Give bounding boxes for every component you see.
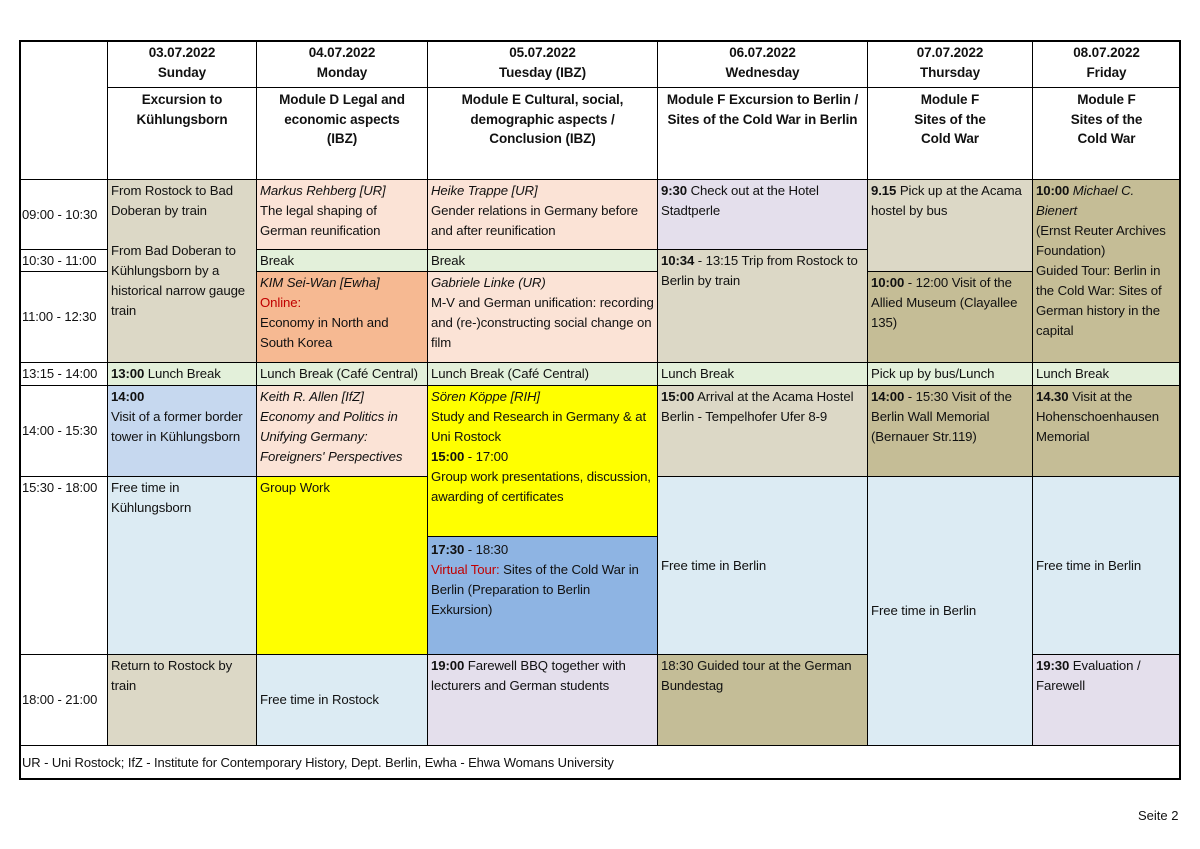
module-label: Module E Cultural, social, demographic aspects / Conclusion (IBZ) [461, 92, 624, 146]
date-label: 07.07.2022 [916, 45, 984, 60]
module-label: Excursion to Kühlungsborn [136, 92, 228, 127]
speaker: Markus Rehberg [UR] [260, 183, 386, 198]
event-text: Free time in Kühlungsborn [111, 480, 192, 515]
sunday-free-time [107, 476, 257, 655]
monday-break [256, 249, 428, 272]
event-text: Check out at the Hotel Stadtperle [661, 183, 819, 218]
wednesday-checkout [657, 179, 868, 250]
sunday-morning-travel [107, 179, 257, 363]
day-header-friday [1032, 40, 1181, 88]
event-text: Free time in Berlin [1036, 557, 1142, 573]
corner-cell [19, 40, 108, 180]
event-text: - 15:30 Visit of the Berlin Wall Memorial (Bernauer Str.119) [871, 389, 1012, 444]
date-label: 06.07.2022 [729, 45, 796, 60]
event-time: 14:00 [871, 389, 905, 404]
thursday-lunch [867, 362, 1033, 386]
event-text: Free time in Berlin [871, 603, 977, 618]
date-label: 04.07.2022 [308, 45, 376, 60]
virtual-tour-label: Virtual Tour: [431, 562, 500, 577]
event-text: Guided Tour: Berlin in the Cold War: Sites of German history in the capital [1036, 263, 1162, 338]
break-label: Break [431, 253, 465, 268]
event-text: - 12:00 Visit of the Allied Museum (Clayallee 135) [871, 275, 1018, 330]
time-slot: 09:00 - 10:30 [19, 179, 108, 250]
lunch-label: Lunch Break (Café Central) [431, 366, 589, 381]
event-time: 19:00 [431, 658, 465, 673]
day-label: Friday [1086, 64, 1127, 80]
organisation: (Ernst Reuter Archives Foundation) [1036, 223, 1166, 258]
thursday-free-time [867, 476, 1033, 746]
speaker: Keith R. Allen [IfZ] [260, 389, 364, 404]
speaker: Gabriele Linke (UR) [431, 275, 546, 290]
legend-row [19, 745, 1181, 780]
monday-lunch [256, 362, 428, 386]
event-time: 10:00 [1036, 183, 1070, 198]
thursday-wall-memorial [867, 385, 1033, 477]
group-work-text: Group work presentations, discussion, awarding of certificates [431, 469, 651, 504]
friday-lunch [1032, 362, 1181, 386]
event-time: 14.30 [1036, 389, 1069, 404]
friday-hohenschoenhausen [1032, 385, 1181, 477]
break-label: Break [260, 253, 294, 268]
day-label: Thursday [920, 64, 980, 80]
event-time: 14:00 [111, 389, 145, 404]
tour-end: - 18:30 [464, 542, 509, 557]
event-text: Group Work [260, 480, 330, 495]
event-text: Evaluation / Farewell [1036, 658, 1141, 693]
friday-free-time [1032, 476, 1181, 655]
event-time: 10:34 [661, 253, 695, 268]
tour-text: Sites of the Cold War in Berlin (Preparation to Berlin Exkursion) [431, 562, 639, 617]
event-text: Pick up at the Acama hostel by bus [871, 183, 1022, 218]
day-label: Sunday [157, 64, 207, 80]
time-slot: 18:00 - 21:00 [19, 654, 108, 746]
module-header-sunday [107, 87, 257, 180]
online-label: Online: [260, 295, 302, 310]
tuesday-break [427, 249, 658, 272]
module-header-wednesday [657, 87, 868, 180]
tuesday-lecture-1 [427, 179, 658, 250]
tuesday-virtual-tour [427, 536, 658, 655]
sunday-return [107, 654, 257, 746]
module-header-thursday [867, 87, 1033, 180]
talk-title: Gender relations in Germany before and after reunification [431, 203, 638, 238]
wednesday-lunch [657, 362, 868, 386]
event-text: Visit at the Hohenschoenhausen Memorial [1036, 389, 1159, 444]
tuesday-lecture-2 [427, 271, 658, 363]
talk-title: Economy in North and South Korea [260, 315, 389, 350]
monday-free-time [256, 654, 428, 746]
lunch-time: 13:00 [111, 366, 145, 381]
time-slot: 14:00 - 15:30 [19, 385, 108, 477]
travel-leg-2: From Bad Doberan to Kühlungsborn by a historical narrow gauge train [111, 243, 246, 318]
lunch-label: Lunch Break [144, 366, 221, 381]
monday-group-work [256, 476, 428, 655]
talk-title: M-V and German unification: recording and (re-)constructing social change on film [431, 295, 654, 350]
talk-title: The legal shaping of German reunification [260, 203, 381, 238]
day-label: Wednesday [725, 64, 800, 80]
module-label: Module F Sites of the Cold War [1070, 92, 1143, 146]
day-label: Monday [316, 64, 368, 80]
lunch-label: Lunch Break (Café Central) [260, 366, 418, 381]
event-time: 10:00 [871, 275, 905, 290]
day-label: Tuesday (IBZ) [499, 64, 586, 80]
day-header-tuesday [427, 40, 658, 88]
monday-lecture-3 [256, 385, 428, 477]
travel-leg-1: From Rostock to Bad Doberan by train [111, 183, 233, 218]
module-label: Module F Excursion to Berlin / Sites of the Cold War in Berlin [666, 92, 859, 127]
event-text: Visit of a former border tower in Kühlungsborn [111, 409, 243, 444]
event-text: 18:30 Guided tour at the German Bundestag [661, 658, 852, 693]
tuesday-lunch [427, 362, 658, 386]
tuesday-lecture-3 [427, 385, 658, 537]
legend-text: UR - Uni Rostock; IfZ - Institute for Contemporary History, Dept. Berlin, Ewha - Ehwa Womans University [22, 754, 614, 770]
day-header-sunday [107, 40, 257, 88]
event-time: 15:00 [661, 389, 695, 404]
sunday-border-tower [107, 385, 257, 477]
time-slot: 10:30 - 11:00 [19, 249, 108, 272]
lunch-label: Pick up by bus/Lunch [871, 366, 995, 381]
event-text: Farewell BBQ together with lecturers and German students [431, 658, 626, 693]
wednesday-bundestag [657, 654, 868, 746]
lunch-label: Lunch Break [661, 366, 734, 381]
day-header-monday [256, 40, 428, 88]
wednesday-free-time [657, 476, 868, 655]
event-text: Free time in Rostock [260, 692, 379, 707]
friday-evaluation [1032, 654, 1181, 746]
speaker: KIM Sei-Wan [Ewha] [260, 275, 380, 290]
group-work-end: - 17:00 [464, 449, 509, 464]
friday-guided-tour [1032, 179, 1181, 363]
time-slot: 15:30 - 18:00 [19, 476, 108, 655]
module-label: Module D Legal and economic aspects (IBZ) [279, 92, 405, 146]
date-label: 05.07.2022 [509, 45, 576, 60]
date-label: 08.07.2022 [1073, 45, 1140, 60]
event-time: 9:30 [661, 183, 687, 198]
talk-title: Study and Research in Germany & at Uni Rostock [431, 409, 647, 444]
module-label: Module F Sites of the Cold War [914, 92, 986, 146]
module-header-friday [1032, 87, 1181, 180]
lunch-label: Lunch Break [1036, 366, 1109, 381]
speaker: Heike Trappe [UR] [431, 183, 538, 198]
event-text: Arrival at the Acama Hostel Berlin - Tempelhofer Ufer 8-9 [661, 389, 854, 424]
thursday-allied-museum [867, 271, 1033, 363]
event-text: Return to Rostock by train [111, 658, 233, 693]
event-text: - 13:15 Trip from Rostock to Berlin by train [661, 253, 858, 288]
speaker: Michael C. Bienert [1036, 183, 1135, 218]
date-label: 03.07.2022 [148, 45, 216, 60]
event-time: 19:30 [1036, 658, 1070, 673]
module-header-monday [256, 87, 428, 180]
tour-start: 17:30 [431, 542, 465, 557]
module-header-tuesday [427, 87, 658, 180]
speaker: Sören Köppe [RIH] [431, 389, 540, 404]
group-work-start: 15:00 [431, 449, 465, 464]
page-number: Seite 2 [1138, 808, 1179, 823]
time-slot: 13:15 - 14:00 [19, 362, 108, 386]
sunday-lunch [107, 362, 257, 386]
event-time: 9.15 [871, 183, 897, 198]
monday-lecture-2 [256, 271, 428, 363]
thursday-pickup [867, 179, 1033, 272]
day-header-thursday [867, 40, 1033, 88]
talk-title: Economy and Politics in Unifying Germany: Foreigners' Perspectives [260, 409, 403, 464]
wednesday-trip [657, 249, 868, 363]
day-header-wednesday [657, 40, 868, 88]
wednesday-arrival [657, 385, 868, 477]
event-text: Free time in Berlin [661, 557, 767, 573]
tuesday-farewell-bbq [427, 654, 658, 746]
monday-lecture-1 [256, 179, 428, 250]
time-slot: 11:00 - 12:30 [19, 271, 108, 363]
